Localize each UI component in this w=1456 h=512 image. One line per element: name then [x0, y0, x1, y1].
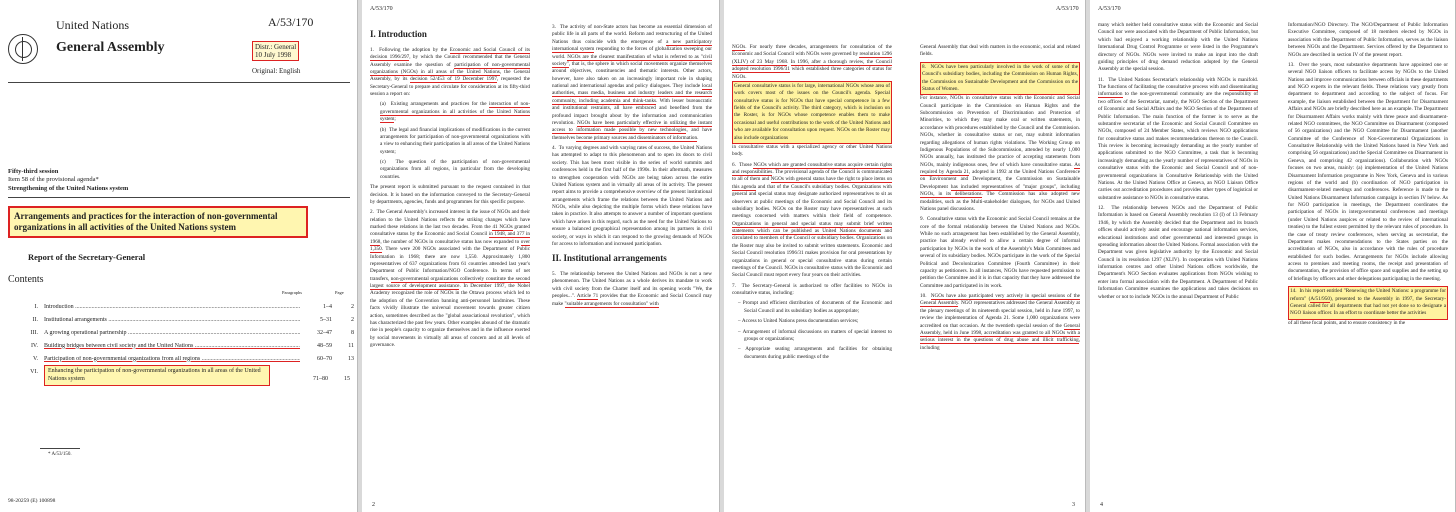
session-info: [8, 168, 128, 193]
page-header-symbol: A/53/170: [1098, 6, 1121, 12]
footnote: * A/53/150.: [48, 452, 72, 457]
contents-heading: Contents: [8, 274, 44, 285]
text-column-right: 3. The activity of non-State actors has become an essential dimension of public life in all parts of the world. Reform and restructuring of the United Nations thus coincide with the emergence of a new participatory international system responding to the forces of globalization sweeping our world. NGOs are the clearest manifestation of what is referred to as "civil society", that is, the sphere in which social movements organize themselves around objectives, constituencies and thematic interests. Other actors, however, have also taken on an increasingly important role in shaping national and international agendas and policy dialogues. They include local authorities, mass media, business and industry leaders and the research community, including academia and think-tanks. With lesser bureaucratic and institutional restraints, all have embraced and benefited from the profound impact brought about by the information and communication revolution. NGOs have been particularly effective in utilizing the instant access to information made possible by new technologies, and have themselves become primary sources and disseminators of information. 4. To varying degrees and with varying rates of success, the United Nations has attempted to adapt to this phenomenon and to open its doors to civil society. This has been most visible in the series of world summits and conferences held in the first half of the 1990s. In their aftermath, measures to strengthen cooperation with NGOs are being taken across the entire United Nations system and in virtually all areas of its activity. The present report aims to provide a comprehensive overview of the present institutional arrangements which frame the relations between the United Nations and NGOs, while also depicting the multiple forms which these relations have taken in practice. It also attempts to answer a number of important questions which have arisen in this regard, such as the need for the United Nations to ensure a balanced geographical representation among its partners in civil society, or ways in which it can respond to the growing demands of NGOs for access to information and increased participation. II. Institutional arrangements 5. The relationship between the United Nations and NGOs is not a new phenomenon. The United Nations as a whole derives its mandate to work with civil society from the Charter itself and its opening words "We, the peoples...". Article 71 provides that the Economic and Social Council may make "suitable arrangements for consultation" with: [552, 24, 713, 307]
document-number: 98-20259 (E) 100898: [8, 498, 56, 504]
toc-paragraphs-header: Paragraphs: [282, 290, 302, 295]
text-column-left: many which neither held consultative status with the Economic and Social Council nor were associated with the Department of Public Information, but which had enjoyed a working relationship with the United Nations International Drug Control Programme or were listed in the Programme's directory of NGOs. NGOs were invited to make an input into the draft guiding principles of drug demand reduction adopted by the General Assembly at the special session. 11. The United Nations Secretariat's relationship with NGOs is manifold. The functions of facilitating the consultative process with and disseminating information to the non-governmental community are the responsibility of two offices of the Secretariat, namely, the NGO Section of the Department of Economic and Social Affairs and the NGO Section of the Department of Public Information. The main function of the former is to serve as the substantive secretariat of the Economic and Social Council Committee on NGOs, composed of 24 Member States, which reviews NGO applications for consultative status and makes recommendations thereon to the Council. This review is becoming increasingly demanding as the yearly number of applications submitted to the NGO Committee, a task that is becoming increasingly demanding as the yearly number of representatives of NGOs in consultative status with the Economic and Social Council and of non-governmental organizations in Consultative Relationship with the United Nations. At the United Nations Office at Geneva, an NGO Liaison Office carries out accreditation procedures and provides other types of logistical or substantive assistance to NGOs in consultative status. 12. The relationship between NGOs and the Department of Public Information is based on General Assembly resolution 13 (I) of 13 February 1946, by which the Assembly decided that the Department and its branch offices should actively assist and encourage national information services, educational institutions and other governmental and interested groups in spreading information about the United Nations. Formal association with the Department was given legislative authority by the Economic and Social Council in its resolution 1297 (XLIV). In cooperation with United Nations information centres and other United Nations offices worldwide, the Department's NGO Section evaluates applications from NGOs wishing to enter into formal association with the Department. A Department of Public Information Committee examines the applications and takes decisions on whether or not to include NGOs in the annual Department of Public: [1098, 22, 1258, 300]
page-header-symbol: A/53/170: [1056, 6, 1079, 12]
toc-page-header: Page: [335, 290, 344, 295]
toc-title: Enhancing the participation of non-governmental organizations in all areas of the United Nations system: [44, 365, 270, 386]
toc-title: Building bridges between civil society and the United Nations .....: [44, 343, 300, 349]
document-date: 10 July 1998: [255, 51, 292, 60]
section-heading: I. Introduction: [370, 29, 427, 39]
toc-title: Participation of non-governmental organizations from all regions .....: [44, 356, 300, 362]
un-emblem-icon: [8, 34, 38, 64]
toc-row[interactable]: V. Participation of non-governmental organizations from all regions ..... 60–70 13: [24, 352, 354, 365]
toc-title: A growing operational partnership .....: [44, 330, 300, 336]
toc-title: Introduction .....: [44, 304, 300, 310]
document-page-2: [362, 0, 720, 512]
original-language: Original: English: [252, 67, 301, 75]
section-heading: II. Institutional arrangements: [552, 253, 667, 264]
page-header-symbol: A/53/170: [370, 6, 393, 12]
distribution-label: Distr.: General: [255, 43, 297, 51]
text-column-left: NGOs. For nearly three decades, arrangements for consultation of the Economic and Social Council with NGOs were governed by resolution 1296 (XLIV) of 23 May 1968. In 1996, after a thorough review, the Council adopted resolution 1996/31 which established three categories of status for NGOs. General consultative status is for large, international NGOs whose area of work covers most of the issues on the Council's agenda. Special consultative status is for NGOs that have special competence in a few fields of the Council's activity. The third category, which is inclusion on the Roster, is for NGOs whose competence enables them to make occasional and useful contributions to the work of the United Nations and who are available for consultation upon request. NGOs on the Roster may also include organizations in consultative status with a specialized agency or other United Nations body. 6. Those NGOs which are granted consultative status acquire certain rights and responsibilities. The provisional agenda of the Council is communicated to all of them and NGOs with general status have the right to place items on this agenda and that of the Council's subsidiary bodies. Organizations with general and special status may designate authorized representatives to sit as observers at public meetings of the Economic and Social Council and its subsidiary bodies. NGOs on the Roster may have representatives at such meetings concerned with matters within their field of competence. Organizations in general and special status may submit brief written statements which can be published as United Nations documents and circulated to members of the Council or subsidiary bodies. Organizations on the Roster may also be invited to submit written statements. Economic and Social Council resolution 1996/31 makes provision for oral presentations by organizations in general or special consultative status during certain meetings of the Council. NGOs in consultative status with the Economic and Social Council must report every four years on their activities. 7. The Secretary-General is authorized to offer facilities to NGOs in consultative status, including: – Prompt and efficient distribution of documents of the Economic and Social Council and its subsidiary bodies as appropriate; – Access to United Nations press documentation services; – Arrangement of informal discussions on matters of special interest to groups or organizations; – Appropriate seating arrangements and facilities for obtaining documents during public meetings of the: [732, 44, 892, 360]
document-page-3: [724, 0, 1086, 512]
report-title: Arrangements and practices for the interaction of non-governmental organizations in all activities of the United Nations system: [8, 206, 308, 238]
toc-title: Institutional arrangements .....: [44, 317, 300, 323]
body-name: General Assembly: [56, 40, 165, 55]
text-column-right: Information/NGO Directory. The NGO/Department of Public Information Executive Committee, composed of 18 members elected by NGOs in association with the Department of Public Information, serves as the liaison between NGOs and the Department. Services offered by the Department to NGOs are described in section IV of the present report. 13. Over the years, most substantive departments have appointed one or several NGO liaison officers to facilitate access by NGOs to the United Nations and improve communications between officials in these departments and NGO experts in the relevant fields. These relations vary greatly from department to department and according to the subject of focus. For example, the liaison established between the Department for Disarmament Affairs and NGOs are briefly described here as an example. The Department for Disarmament Affairs works mainly with three peace and disarmament-related NGO committees, the NGO Committee on Disarmament (composed of 56 organizations) and the NGO Committee for Disarmament (another Committee of the Conference of Non-Governmental Organizations in Consultative Relationship with the United Nations based in New York and comprising 56 organizations) and the Special Committee on Disarmament in Geneva, and comprising 42 organizations). Collaboration with NGOs focuses on two areas, mainly: (a) implementation of the United Nations Disarmament Information programme in New York, Geneva and in various regions of the world and (b) coordination of NGO participation in disarmament-related meetings and conferences. Reference is made to the United Nations Disarmament Information campaign in section IV below. As for NGO participation in meetings, the Department coordinates the participation of NGOs in intergovernmental conferences and meetings (under United Nations auspices or related to the review of international treaties) to the fullest extent permitted by the relevant rules of procedure. In the case of treaty review conferences, when serving as secretariat, the Department makes recommendations to the States parties on the accreditation of NGOs, also in accordance with the rules of procedure established for such bodies. Arrangements for NGOs include allowing access to premises and meeting rooms, the receipt and presentation of documentation, the provision of office space and supplies and the setting up of briefings by officers and other delegations participating in the meeting. 14. In his report entitled "Renewing the United Nations: a programme for reform" (A/51/950), presented to the Assembly in 1997, the Secretary-General called for all departments that had not yet done so to designate a NGO liaison officer. In an effort to coordinate better the activities of all these focal points, and to ensure consistency in the: [1288, 22, 1448, 326]
session-label: Fifty-third session: [8, 168, 59, 175]
toc-row[interactable]: IV. Building bridges between civil society and the United Nations ..... 48–59 11: [24, 339, 354, 352]
page-number: 4: [1100, 502, 1103, 508]
document-page-1: [0, 0, 358, 512]
page-number: 2: [372, 502, 375, 508]
text-column-left: I. Introduction 1. Following the adoption by the Economic and Social Council of its decision 1996/297, by which the Council recommended that the General Assembly examine the question of participation of non-governmental organizations (NGOs) in all areas of the United Nations, the General Assembly, by its decision 52/453 of 19 December 1997, requested the Secretary-General to prepare and circulate for consideration at its fifty-third session a report on: (a) Existing arrangements and practices for the interaction of non-governmental organizations in all activities of the United Nations system; (b) The legal and financial implications of modifications in the current arrangements for participation of non-governmental organizations with a view to enhancing their participation in all areas of the United Nations system; (c) The question of the participation of non-governmental organizations from all regions, in particular from the developing countries. The present report is submitted pursuant to the request contained in that decision. It is based on the information conveyed to the Secretary-General by departments, agencies, funds and programmes for this specific purpose. 2. The General Assembly's increased interest in the issue of NGOs and their relation to the United Nations reflects the striking changes which have marked these relations in the last two decades. From the 41 NGOs granted consultative status by the Economic and Social Council in 1948, and 377 in 1968, the number of NGOs in consultative status has now expanded to over 1,350. There were 200 NGOs associated with the Department of Public Information in 1968; there are now 1,550. Approximately 1,800 representatives of 637 organizations from 61 countries attended last year's Department of Public Information/NGO Conference. In terms of net transfers, non-governmental organizations collectively constitute the second largest source of development assistance. In December 1997, the Nobel Academy recognized the role of NGOs in the Ottawa process which led to the adoption of the Convention banning anti-personnel landmines. These facts vividly illustrate the universal movement towards greater citizen action, sometimes described as the "global associational revolution", which has characterized the past few years. Other examples abound of the dramatic rise in people's capacity to organize themselves and in the influence exerted by social movements in virtually all areas of concern and at all levels of governance.: [370, 29, 530, 349]
agenda-item: Item 58 of the provisional agenda*: [8, 176, 99, 184]
toc-row[interactable]: I. Introduction ..... 1–4 2: [24, 300, 354, 313]
toc-row[interactable]: VI. Enhancing the participation of non-governmental organizations in all areas of the United Nations system 71–80 15: [24, 365, 354, 387]
toc-row[interactable]: II. Institutional arrangements ..... 5–31 2: [24, 313, 354, 326]
toc-row[interactable]: III. A growing operational partnership ..... 32–47 8: [24, 326, 354, 339]
organization-name: United Nations: [56, 18, 129, 32]
document-symbol: A/53/170: [268, 15, 314, 29]
document-page-4: [1090, 0, 1456, 512]
text-column-right: General Assembly that deal with matters in the economic, social and related fields. 8. NGOs have been particularly involved in the work of some of the Council's subsidiary bodies, including the Commission on Human Rights, the Commission on Sustainable Development and the Commission on the Status of Women. For instance, NGOs in consultative status with the Economic and Social Council participate in the Commission on Human Rights and the Subcommission on Prevention of Discrimination and Protection of Minorities, to which they may make oral or written statements, in accordance with procedures established by the Council and the Commission. NGOs, whether in consultative status or not, may submit information regarding allegations of human rights violations. The Working Group on Indigenous Populations of the Subcommission, attended by nearly 1,000 NGOs annually, has instituted the practice of accepting statements from NGOs, mainly indigenous ones, few of which have consultative status. As required by Agenda 21, adopted in 1992 at the United Nations Conference on Environment and Development, the Commission on Sustainable Development has included representatives of "major groups", including NGOs, in its deliberations. The Commission has also adopted new modalities, such as the Multi-stakeholder dialogues, for NGOs and United Nations panel discussions. 9. Consultative status with the Economic and Social Council remains at the core of the formal relationship between the United Nations and NGOs. While no such arrangement has been established by the General Assembly, practice has already evolved to allow a certain degree of informal participation by NGOs in the work of the Assembly's Main Committees and several of its subsidiary bodies. NGOs participate in the work of the Special Political and Decolonization Committee (Fourth Committee) in their capacity as petitioners. In all instances, NGOs have requested permission to petition the Committee and it is in that capacity that they have addressed the Committee and participated in its work. 10. NGOs have also participated very actively in special sessions of the General Assembly. NGO representatives addressed the General Assembly at the plenary meetings of its nineteenth special session, held in June 1997, to review the implementation of Agenda 21. Some 1,000 organizations were accredited on that occasion. At the twentieth special session of the General Assembly, held in June 1998, accreditation was granted to all NGOs with a serious interest in the questions of drug abuse and illicit trafficking, including: [920, 44, 1080, 351]
distribution-box: [252, 41, 299, 61]
agenda-topic: Strengthening of the United Nations system: [8, 184, 129, 192]
page-number: 3: [1072, 502, 1075, 508]
table-of-contents: [24, 300, 354, 387]
report-author: Report of the Secretary-General: [28, 252, 146, 262]
